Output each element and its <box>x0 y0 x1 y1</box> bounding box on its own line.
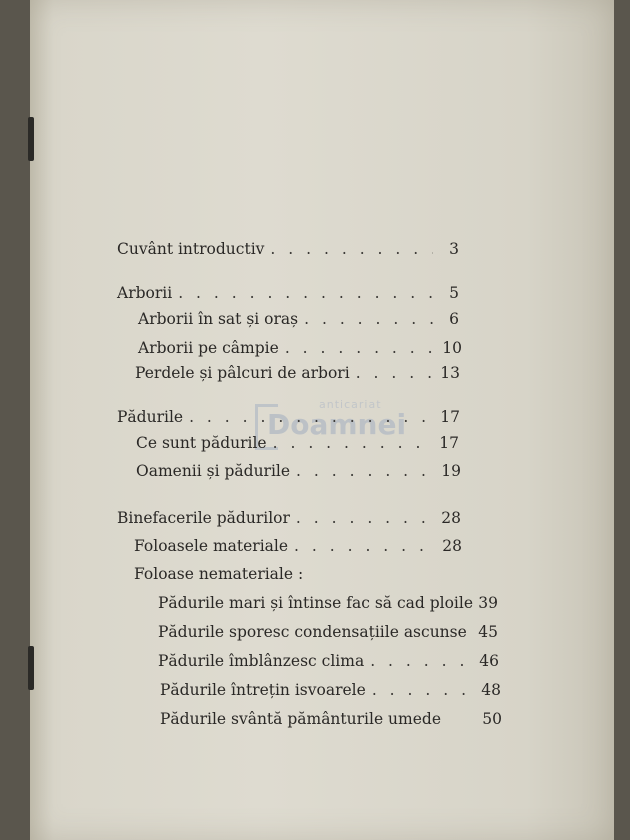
toc-entry <box>117 240 459 266</box>
toc-entry-page: 19 <box>441 462 461 480</box>
toc-leader-dots <box>372 681 475 699</box>
toc-entry <box>134 565 334 591</box>
toc-entry <box>160 681 501 707</box>
toc-entry <box>117 408 460 434</box>
toc-entry-page: 39 <box>478 594 498 612</box>
toc-entry-page: 17 <box>440 408 460 426</box>
toc-leader-dots <box>294 537 436 555</box>
toc-entry-page: 48 <box>481 681 501 699</box>
staple-top <box>28 117 34 161</box>
toc-entry <box>136 434 459 460</box>
toc-entry-label: Cuvânt introductiv <box>117 240 265 258</box>
toc-leader-dots <box>273 434 433 452</box>
staple-bottom <box>28 646 34 690</box>
toc-entry-label: Arborii în sat și oraș <box>138 310 299 328</box>
toc-leader-dots <box>178 284 433 302</box>
toc-entry-page: 50 <box>482 710 502 728</box>
toc-entry-page: 6 <box>449 310 459 328</box>
toc-entry-label: Pădurile svântă pământurile umede <box>160 710 441 728</box>
toc-entry-page: 46 <box>479 652 499 670</box>
toc-entry-page: 28 <box>442 537 462 555</box>
toc-leader-dots <box>285 339 436 357</box>
toc-entry-page: 17 <box>439 434 459 452</box>
toc-entry-label: Ce sunt pădurile <box>136 434 267 452</box>
toc-leader-dots <box>304 310 433 328</box>
toc-entry-page: 5 <box>449 284 459 302</box>
toc-leader-dots <box>296 509 435 527</box>
toc-entry <box>158 594 498 620</box>
toc-leader-dots <box>370 652 473 670</box>
toc-entry-label: Perdele și pâlcuri de arbori <box>135 364 350 382</box>
toc-entry-label: Pădurile <box>117 408 184 426</box>
toc-entry-page: 28 <box>441 509 461 527</box>
toc-entry-label: Binefacerile pădurilor <box>117 509 290 527</box>
toc-leader-dots <box>356 364 434 382</box>
toc-entry <box>117 509 461 535</box>
toc-entry-label: Foloasele materiale <box>134 537 289 555</box>
toc-leader-dots <box>189 408 434 426</box>
watermark-big-text: Doamnei <box>267 408 407 441</box>
toc-entry-page: 13 <box>440 364 460 382</box>
toc-entry-label: Pădurile sporesc condensațiile ascunse <box>158 623 467 641</box>
toc-leader-dots <box>270 240 433 258</box>
toc-entry-label: Pădurile îmblânzesc clima <box>158 652 365 670</box>
toc-entry-label: Arborii pe câmpie <box>138 339 279 357</box>
toc-entry <box>158 623 498 649</box>
toc-leader-dots <box>296 462 435 480</box>
watermark-small-text: anticariat <box>319 398 382 411</box>
toc-entry-page: 10 <box>442 339 462 357</box>
toc-entry-label: Foloase nemateriale : <box>134 565 304 583</box>
toc-entry <box>117 284 459 310</box>
toc-entry-page: 45 <box>478 623 498 641</box>
toc-entry-label: Oamenii și pădurile <box>136 462 291 480</box>
toc-entry <box>138 339 462 365</box>
toc-entry <box>135 364 460 390</box>
toc-entry <box>136 462 461 488</box>
toc-entry-label: Pădurile mari și întinse fac să cad ploile <box>158 594 474 612</box>
toc-entry <box>158 652 499 678</box>
toc-entry-label: Arborii <box>117 284 173 302</box>
toc-entry-page: 3 <box>449 240 459 258</box>
toc-entry-label: Pădurile întrețin isvoarele <box>160 681 366 699</box>
toc-entry <box>160 710 502 736</box>
toc-entry <box>138 310 459 336</box>
toc-entry <box>134 537 462 563</box>
